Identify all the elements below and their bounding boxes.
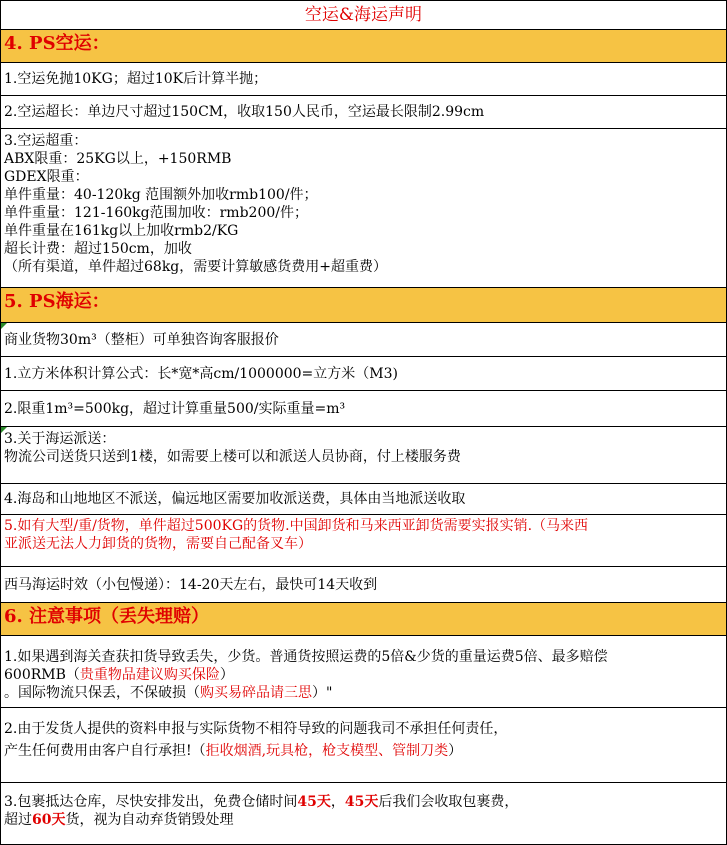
sea-row-5 xyxy=(0,515,727,567)
note-1-line-3-c: ）" xyxy=(312,685,333,701)
sea-section-header: 5. PS海运： xyxy=(0,288,727,323)
air-row-3-line-1: 3.空运超重： xyxy=(4,133,88,149)
note-3-line-1-a: 3.包裹抵达仓库，尽快安排发出，免费仓储时间 xyxy=(4,794,298,810)
note-2-line-1: 2.由于发货人提供的资料申报与实际货物不相符导致的问题我司不承担任何责任， xyxy=(4,721,508,737)
note-3-line-1-e: 后我们会收取包裹费， xyxy=(378,794,519,810)
sea-row-1-text: 1.立方米体积计算公式：长*宽*高cm/1000000=立方米（M3) xyxy=(4,365,398,382)
note-1-fragile-warning: 购买易碎品请三思 xyxy=(200,685,312,701)
sea-row-6-text: 西马海运时效（小包慢递）：14-20天左右，最快可14天收到 xyxy=(4,576,378,593)
cell-comment-marker xyxy=(1,323,7,329)
note-2-line-2-a: 产生任何费用由客户自行承担!（ xyxy=(4,743,206,759)
note-3 xyxy=(0,783,727,845)
note-1-line-2-c: ） xyxy=(219,667,234,683)
sea-row-4 xyxy=(0,484,727,515)
note-3-free-days-2: 45天 xyxy=(344,794,379,810)
sea-row-2-text: 2.限重1m³=500kg，超过计算重量500/实际重量=m³ xyxy=(4,400,346,417)
air-row-3-line-4: 单件重量：40-120kg 范围额外加收rmb100/件； xyxy=(4,187,318,203)
notes-section-header: 6. 注意事项（丢失理赔） xyxy=(0,603,727,636)
air-row-3-line-5: 单件重量：121-160kg范围加收：rmb200/件； xyxy=(4,205,308,221)
sea-row-5-line-2: 亚派送无法人力卸货的货物，需要自己配备叉车） xyxy=(4,536,312,552)
sea-row-3-line-1: 3.关于海运派送： xyxy=(4,431,116,447)
note-1-line-3-a: 。国际物流只保丢，不保破损（ xyxy=(4,685,200,701)
sea-row-4-text: 4.海岛和山地地区不派送，偏远地区需要加收派送费，具体由当地派送收取 xyxy=(4,491,466,507)
note-3-line-1-c: ， xyxy=(330,794,345,810)
sea-row-3-line-2: 物流公司送货只送到1楼，如需要上楼可以和派送人员协商，付上楼服务费 xyxy=(4,449,461,465)
note-2-prohibited-items: 拒收烟酒,玩具枪，枪支模型、管制刀类 xyxy=(205,743,449,759)
air-row-3-line-6: 单件重量在161kg以上加收rmb2/KG xyxy=(4,223,239,239)
sea-row-2 xyxy=(0,391,727,427)
sea-row-5-line-1: 5.如有大型/重/货物，单件超过500KG的货物.中国卸货和马来西亚卸货需要实报实销.（马来西 xyxy=(4,518,589,534)
cell-comment-marker xyxy=(1,427,7,433)
air-row-3 xyxy=(0,129,727,288)
sea-row-0 xyxy=(0,323,727,357)
note-2-line-2 xyxy=(4,742,726,760)
note-3-free-days-1: 45天 xyxy=(297,794,331,810)
note-1-line-2-a: 600RMB（ xyxy=(4,667,80,683)
air-row-1 xyxy=(0,63,727,96)
page-title: 空运&海运声明 xyxy=(0,0,727,30)
note-3-line-2-a: 超过 xyxy=(4,812,32,828)
air-row-3-line-8: （所有渠道，单件超过68kg，需要计算敏感货费用+超重费） xyxy=(4,259,387,275)
note-3-abandon-days: 60天 xyxy=(32,812,66,828)
air-row-2-text: 2.空运超长：单边尺寸超过150CM，收取150人民币，空运最长限制2.99cm xyxy=(4,104,485,120)
note-1-line-2 xyxy=(4,666,726,684)
note-1-line-3 xyxy=(4,684,726,702)
air-section-header: 4. PS空运： xyxy=(0,30,727,63)
air-row-3-line-2: ABX限重：25KG以上，+150RMB xyxy=(4,151,232,167)
sea-row-1 xyxy=(0,357,727,391)
note-1 xyxy=(0,636,727,708)
note-3-line-2-c: 货，视为自动弃货销毁处理 xyxy=(65,812,234,828)
note-1-insurance-advice: 贵重物品建议购买保险 xyxy=(79,667,220,683)
air-row-3-line-7: 超长计费：超过150cm，加收 xyxy=(4,241,192,257)
note-1-line-1: 1.如果遇到海关查获扣货导致丢失，少货。普通货按照运费的5倍&少货的重量运费5倍、最多赔偿 xyxy=(4,649,608,665)
sea-row-6 xyxy=(0,567,727,603)
note-2 xyxy=(0,708,727,783)
air-row-3-line-3: GDEX限重： xyxy=(4,169,89,185)
sea-row-0-text: 商业货物30m³（整柜）可单独咨询客服报价 xyxy=(4,331,279,348)
note-2-line-2-c: ） xyxy=(448,743,463,759)
sea-row-3 xyxy=(0,427,727,484)
air-row-2 xyxy=(0,96,727,129)
note-3-line-2 xyxy=(4,811,726,829)
note-3-line-1 xyxy=(4,793,726,811)
air-row-1-text: 1.空运免抛10KG；超过10K后计算半抛； xyxy=(4,71,268,87)
